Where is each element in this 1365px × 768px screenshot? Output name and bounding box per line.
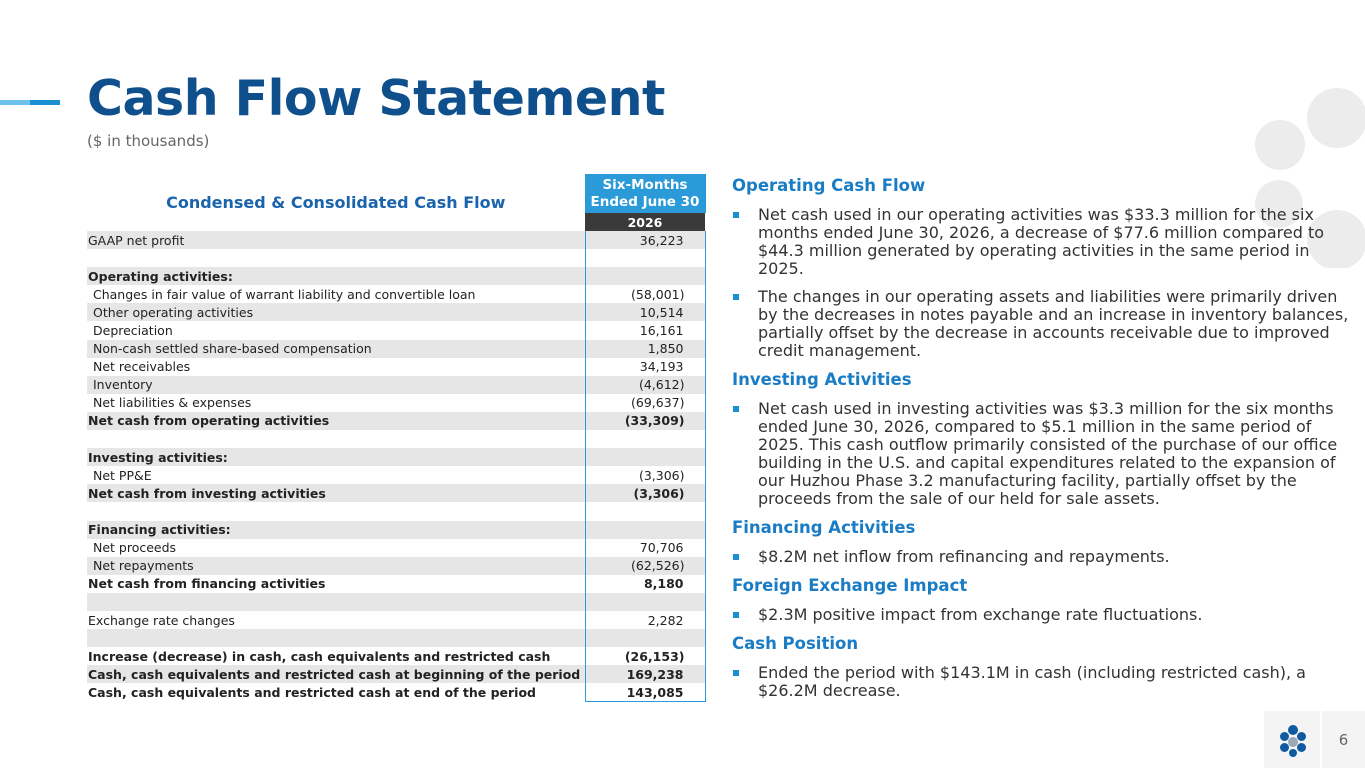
table-row bbox=[87, 394, 705, 412]
slide-footer bbox=[1264, 711, 1365, 768]
table-row bbox=[87, 647, 705, 665]
year-header: 2026 bbox=[585, 213, 705, 231]
table-row bbox=[87, 611, 705, 629]
list-item bbox=[732, 606, 1352, 624]
table-row bbox=[87, 575, 705, 593]
row-label: Exchange rate changes bbox=[88, 612, 235, 628]
row-value: 2,282 bbox=[585, 611, 705, 629]
row-label: Net cash from operating activities bbox=[87, 412, 585, 430]
row-label: Other operating activities bbox=[87, 303, 585, 321]
row-value bbox=[585, 629, 705, 647]
bullet-text: Net cash used in our operating activities was $33.3 million for the six months ended June 30, 2026, a decrease of $77.6 million compared to $44.3 million generated by operating activities in the same period in 2025. bbox=[758, 205, 1325, 278]
row-value: 8,180 bbox=[585, 575, 705, 593]
row-value: (4,612) bbox=[585, 376, 705, 394]
row-label: Financing activities: bbox=[87, 521, 585, 539]
list-item bbox=[732, 206, 1352, 278]
page-subtitle: ($ in thousands) bbox=[87, 132, 210, 150]
table-row bbox=[87, 412, 705, 430]
row-label: Net cash from financing activities bbox=[88, 576, 326, 592]
list-item bbox=[732, 288, 1352, 360]
row-value: (3,306) bbox=[585, 484, 705, 502]
investing-list bbox=[732, 400, 1352, 508]
row-value: (69,637) bbox=[585, 394, 705, 412]
row-label: Cash, cash equivalents and restricted cash at end of the period bbox=[88, 684, 536, 700]
table-row bbox=[87, 358, 705, 376]
bullet-text: Ended the period with $143.1M in cash (including restricted cash), a $26.2M decrease. bbox=[758, 663, 1306, 700]
table-row bbox=[87, 430, 705, 448]
company-logo-icon bbox=[1264, 711, 1322, 768]
row-label: Increase (decrease) in cash, cash equivalents and restricted cash bbox=[88, 648, 551, 664]
page-title: Cash Flow Statement bbox=[87, 70, 665, 127]
square-bullet-icon bbox=[733, 670, 739, 676]
table-row bbox=[87, 340, 705, 358]
table-row bbox=[87, 376, 705, 394]
square-bullet-icon bbox=[733, 612, 739, 618]
accent-line-dark bbox=[30, 100, 60, 105]
commentary-panel bbox=[732, 176, 1352, 710]
table-row bbox=[87, 466, 705, 484]
row-label: Net PP&E bbox=[93, 467, 152, 483]
row-label: GAAP net profit bbox=[87, 231, 585, 249]
table-row bbox=[87, 303, 705, 321]
table-row bbox=[87, 267, 705, 285]
financing-list bbox=[732, 548, 1352, 566]
row-value: 34,193 bbox=[585, 358, 705, 376]
table-row bbox=[87, 249, 705, 267]
row-value bbox=[585, 249, 705, 267]
square-bullet-icon bbox=[733, 406, 739, 412]
square-bullet-icon bbox=[733, 554, 739, 560]
fx-heading: Foreign Exchange Impact bbox=[732, 576, 968, 595]
row-value: 36,223 bbox=[585, 231, 705, 249]
square-bullet-icon bbox=[733, 212, 739, 218]
bullet-text: The changes in our operating assets and liabilities were primarily driven by the decreases in notes payable and an increase in inventory balances, partially offset by the decrease in accounts receivable due to improved credit management. bbox=[758, 287, 1349, 360]
table-title: Condensed & Consolidated Cash Flow bbox=[166, 193, 506, 212]
row-value bbox=[585, 430, 705, 448]
table-row bbox=[87, 629, 705, 647]
page-number: 6 bbox=[1338, 730, 1349, 749]
table-header-row bbox=[87, 174, 705, 213]
table-row bbox=[87, 683, 705, 701]
row-value bbox=[585, 267, 705, 285]
row-value: 16,161 bbox=[585, 321, 705, 339]
operating-list bbox=[732, 206, 1352, 360]
row-value bbox=[585, 448, 705, 466]
row-label bbox=[87, 502, 585, 520]
row-label bbox=[87, 629, 585, 647]
row-value: 143,085 bbox=[585, 683, 705, 701]
row-value: (26,153) bbox=[585, 647, 705, 665]
table-row bbox=[87, 502, 705, 520]
row-label: Net cash from investing activities bbox=[87, 484, 585, 502]
row-value: (62,526) bbox=[585, 557, 705, 575]
row-value bbox=[585, 593, 705, 611]
row-label: Inventory bbox=[87, 376, 585, 394]
bullet-text: $8.2M net inflow from refinancing and repayments. bbox=[758, 547, 1170, 566]
table-row bbox=[87, 665, 705, 683]
table-row bbox=[87, 448, 705, 466]
row-label bbox=[87, 593, 585, 611]
cash-position-heading: Cash Position bbox=[732, 634, 859, 653]
table-row bbox=[87, 521, 705, 539]
row-label: Operating activities: bbox=[87, 267, 585, 285]
row-label: Net liabilities & expenses bbox=[93, 395, 252, 411]
table-row bbox=[87, 539, 705, 557]
row-value: 70,706 bbox=[585, 539, 705, 557]
row-value bbox=[585, 502, 705, 520]
period-header-line-1: Six-Months bbox=[602, 176, 688, 193]
list-item bbox=[732, 664, 1352, 700]
row-label: Net proceeds bbox=[93, 540, 177, 556]
row-value bbox=[585, 521, 705, 539]
table-row bbox=[87, 484, 705, 502]
cash-flow-table bbox=[87, 174, 706, 702]
row-value: 10,514 bbox=[585, 303, 705, 321]
row-value: 169,238 bbox=[585, 665, 705, 683]
row-label: Net repayments bbox=[87, 557, 585, 575]
list-item bbox=[732, 548, 1352, 566]
row-label: Depreciation bbox=[93, 323, 173, 339]
bullet-text: Net cash used in investing activities was $3.3 million for the six months ended June 30, 2026, compared to $5.1 million in the same period of 2025. This cash outflow primarily consisted of the purchase of our office building in the U.S. and capital expenditures related to the expansion of our Huzhou Phase 3.2 manufacturing facility, partially offset by the proceeds from the sale of our held for sale assets. bbox=[758, 399, 1338, 508]
row-label: Cash, cash equivalents and restricted cash at beginning of the period bbox=[87, 665, 585, 683]
row-value: (33,309) bbox=[585, 412, 705, 430]
operating-heading: Operating Cash Flow bbox=[732, 176, 926, 195]
table-row bbox=[87, 321, 705, 339]
row-label: Changes in fair value of warrant liability and convertible loan bbox=[93, 286, 476, 302]
period-column-header bbox=[585, 174, 705, 213]
table-row bbox=[87, 231, 705, 249]
row-value: (3,306) bbox=[585, 466, 705, 484]
financing-heading: Financing Activities bbox=[732, 518, 916, 537]
row-label: Net receivables bbox=[93, 359, 191, 375]
row-label: Investing activities: bbox=[87, 448, 585, 466]
list-item bbox=[732, 400, 1352, 508]
row-label: Non-cash settled share-based compensation bbox=[87, 340, 585, 358]
square-bullet-icon bbox=[733, 294, 739, 300]
fx-list bbox=[732, 606, 1352, 624]
bullet-text: $2.3M positive impact from exchange rate fluctuations. bbox=[758, 605, 1203, 624]
table-row bbox=[87, 285, 705, 303]
period-header-line-2: Ended June 30 bbox=[590, 193, 700, 210]
row-value: 1,850 bbox=[585, 340, 705, 358]
cash-position-list bbox=[732, 664, 1352, 700]
row-label bbox=[87, 249, 585, 267]
investing-heading: Investing Activities bbox=[732, 370, 912, 389]
row-label bbox=[87, 430, 585, 448]
row-value: (58,001) bbox=[585, 285, 705, 303]
accent-line-light bbox=[0, 100, 30, 105]
table-row bbox=[87, 593, 705, 611]
table-row bbox=[87, 557, 705, 575]
